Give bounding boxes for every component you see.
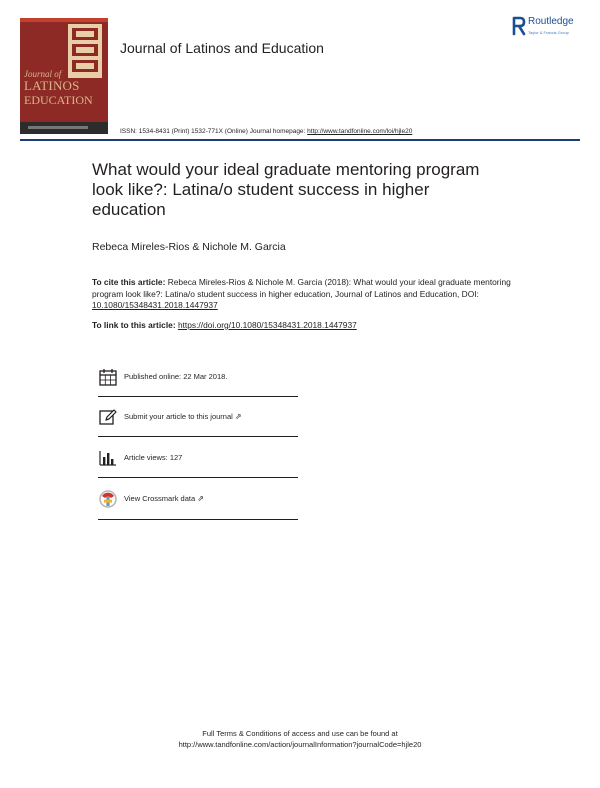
- issn-text: ISSN: 1534-8431 (Print) 1532-771X (Online) Journal homepage:: [120, 128, 306, 135]
- citation-block: [92, 277, 512, 312]
- article-doi-url[interactable]: https://doi.org/10.1080/15348431.2018.1447937: [177, 320, 357, 330]
- bar-chart-icon: [98, 448, 118, 468]
- published-online-text: Published online: 22 Mar 2018.: [124, 372, 228, 381]
- edit-icon: [98, 407, 118, 427]
- article-title: What would your ideal graduate mentoring program look like?: Latina/o student success in higher education: [92, 160, 480, 219]
- publisher-name: Routledge: [528, 16, 574, 27]
- publisher-logo[interactable]: [512, 16, 592, 46]
- info-divider-2: [98, 436, 298, 437]
- cover-bottom-band: [20, 122, 108, 134]
- terms-line: Full Terms & Conditions of access and use can be found at: [202, 729, 398, 738]
- issn-line: [120, 128, 412, 135]
- info-divider-4: [98, 519, 298, 520]
- journal-homepage-link[interactable]: http://www.tandfonline.com/loi/hjle20: [307, 128, 413, 135]
- cover-title: [24, 70, 108, 108]
- crossmark-icon: [98, 489, 118, 509]
- article-views-text: Article views: 127: [124, 453, 183, 462]
- routledge-r-icon: [512, 16, 526, 36]
- journal-name: Journal of Latinos and Education: [120, 40, 324, 56]
- cover-title-line4: EDUCATION: [24, 93, 93, 107]
- crossmark-label: View Crossmark data: [124, 494, 196, 503]
- article-link-block: [92, 320, 357, 330]
- journal-cover: [20, 18, 108, 134]
- submit-article-label: Submit your article to this journal: [124, 412, 233, 421]
- submit-article-row[interactable]: [98, 407, 298, 427]
- crossmark-row[interactable]: [98, 489, 298, 509]
- citation-doi-link[interactable]: 10.1080/15348431.2018.1447937: [92, 300, 218, 310]
- info-divider-1: [98, 396, 298, 397]
- article-views-row: [98, 448, 298, 468]
- external-link-icon: ⇗: [234, 412, 242, 421]
- external-link-icon: ⇗: [197, 494, 204, 503]
- cover-title-line1: Journal of: [24, 69, 62, 79]
- info-divider-3: [98, 477, 298, 478]
- terms-footer: [0, 728, 600, 750]
- article-link-label: To link to this article:: [92, 320, 176, 330]
- calendar-icon: [98, 367, 118, 387]
- submit-article-text[interactable]: [124, 412, 242, 421]
- publisher-tagline: Taylor & Francis Group: [528, 30, 569, 35]
- terms-url[interactable]: http://www.tandfonline.com/action/journalInformation?journalCode=hjle20: [178, 740, 422, 749]
- article-authors: Rebeca Mireles-Rios & Nichole M. Garcia: [92, 241, 286, 253]
- cover-title-line2: LATINOS: [24, 78, 80, 93]
- citation-text: Rebeca Mireles-Rios & Nichole M. Garcia (2018): What would your ideal graduate mentoring program look like?: Latina/o student success in higher education, Journal of Latinos and Education, DOI:: [92, 277, 511, 299]
- header-divider: [20, 139, 580, 141]
- crossmark-text[interactable]: [124, 494, 204, 503]
- citation-label: To cite this article:: [92, 277, 166, 287]
- published-online-row: [98, 367, 298, 387]
